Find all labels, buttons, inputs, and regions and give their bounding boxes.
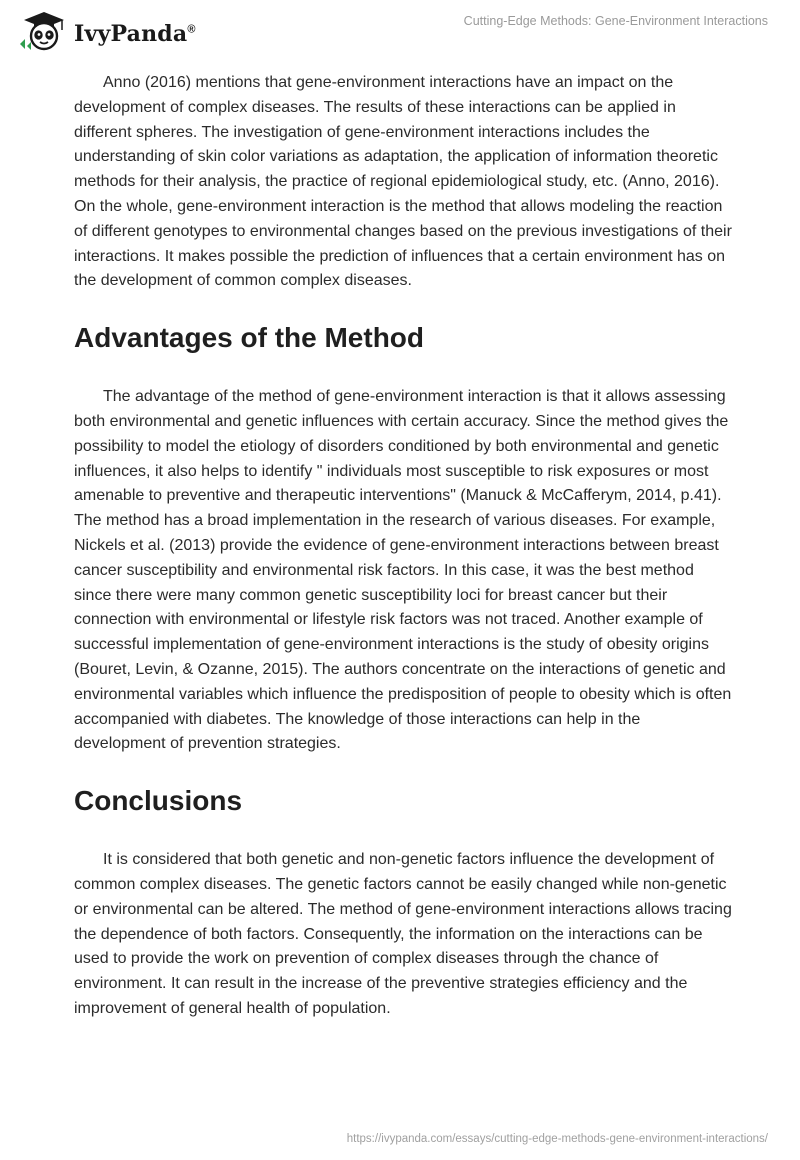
site-header: [0, 0, 800, 64]
source-url-link[interactable]: https://ivypanda.com/essays/cutting-edge-methods-gene-environment-interactions/: [346, 1133, 768, 1145]
article-body: [74, 71, 734, 1022]
conclusions-paragraph: It is considered that both genetic and non-genetic factors influence the development of common complex diseases. The genetic factors cannot be easily changed while non-genetic or environmental can be altered. The method of gene-environment interactions allows tracing the dependence of both factors. Consequently, the information on the interactions can be used to provide the work on prevention of complex diseases through the chance of environment. It can result in the increase of the preventive strategies efficiency and the improvement of general health of population.: [74, 851, 732, 1017]
site-logo[interactable]: [14, 8, 214, 56]
conclusions-heading: Conclusions: [74, 785, 243, 817]
advantages-paragraph: The advantage of the method of gene-environment interaction is that it allows assessing both environmental and genetic influences with certain accuracy. Since the method gives the possibility to model the etiology of disorders conditioned by both environmental and genetic influences, it also helps to identify " individuals most susceptible to risk exposures or most amenable to preventive and therapeutic interventions" (Manuck & McCafferym, 2014, p.41). The method has a broad implementation in the research of various diseases. For example, Nickels et al. (2013) provide the evidence of gene-environment interactions between breast cancer susceptibility and environmental risk factors. In this case, it was the best method since there were many common genetic susceptibility loci for breast cancer but their connection with environmental or lifestyle risk factors was not traced. Another example of successful implementation of gene-environment interactions is the study of obesity origins (Bouret, Levin, & Ozanne, 2015). The authors concentrate on the interactions of genetic and environmental variables which influence the predisposition of people to obesity which is often accompanied with diabetes. The knowledge of those interactions can help in the development of prevention strategies.: [74, 388, 732, 753]
page-title: Cutting-Edge Methods: Gene-Environment Interactions: [463, 14, 768, 28]
logo-text: IvyPanda®: [74, 21, 196, 47]
intro-paragraph: Anno (2016) mentions that gene-environment interactions have an impact on the development of complex diseases. The results of these interactions can be applied in different spheres. The investigation of gene-environment interactions includes the understanding of skin color variations as adaptation, the application of information theoretic methods for their analysis, the practice of regional epidemiological study, etc. (Anno, 2016). On the whole, gene-environment interaction is the method that allows modeling the reaction of different genotypes to environmental changes based on the previous investigations of their interactions. It makes possible the prediction of influences that a certain environment has on the development of common complex diseases.: [74, 74, 732, 290]
panda-graduation-cap-icon: [14, 8, 70, 52]
advantages-heading: Advantages of the Method: [74, 322, 425, 354]
